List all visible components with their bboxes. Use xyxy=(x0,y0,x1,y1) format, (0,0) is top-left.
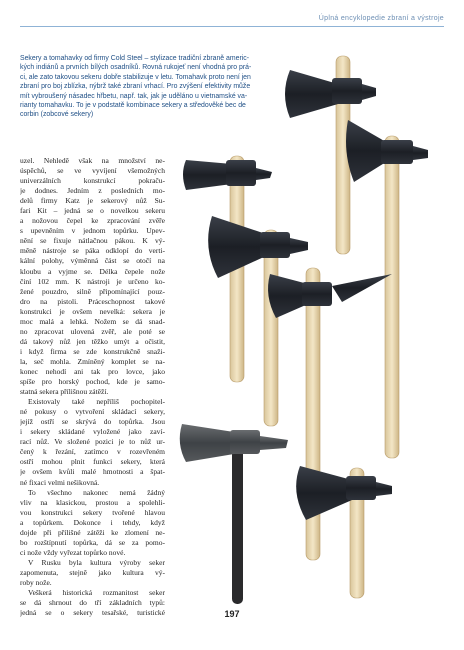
body-line: V Rusku byla kultura výroby seker xyxy=(28,557,165,567)
body-line: statná sekera přílišnou zátěží. xyxy=(20,387,109,397)
body-line: fari Kit – jedná se o novelkou sekeru xyxy=(20,206,165,216)
body-line: To všechno nakonec nemá žádný xyxy=(28,487,165,497)
caption-line: mít vybroušený násadec hřbetu, např. tak, jak je uděláno u vietnamské va- xyxy=(20,92,248,100)
body-line: nění se fixuje nátlačnou pákou. K vý- xyxy=(20,236,165,246)
body-line: Existovaly také nepříliš pochopitel- xyxy=(28,397,165,407)
body-line: je dodnes. Jedním z posledních mo- xyxy=(20,186,165,196)
axe-5 xyxy=(268,268,392,560)
body-line: né pokusy o vytvoření skládací sekery, xyxy=(20,407,165,417)
axe-4 xyxy=(208,216,308,426)
body-line: je ovšem kvůli malé hmotnosti a špat- xyxy=(20,467,165,477)
body-line: univerzálních konstrukcí pokraču- xyxy=(20,176,165,186)
body-line: úspěchů, se ve vyvíjení všemožných xyxy=(20,166,165,176)
caption-line: zbraní pro boj zblízka, nýbrž také zbraní vrhací. Pro zvýšení efektivity může xyxy=(20,83,251,91)
body-line: bo rozštípnutí topůrka, dá se za pomo- xyxy=(20,537,165,547)
caption-line: corbin (zobcové sekery) xyxy=(20,111,94,119)
caption-line: ci, ale zato takovou sekeru dobře stabilizuje v letu. Tomahavk proto není jen xyxy=(20,73,251,81)
running-header: Úplná encyklopedie zbraní a výstroje xyxy=(318,15,444,22)
caption-line: rianty tomahavku. To je v podstatě kombinace sekery a středověké bec de xyxy=(20,102,246,110)
body-line: jedná se o sekery tesařské, turistické xyxy=(20,608,165,618)
body-line: kloubu a vyjme se. Délka čepele nože xyxy=(20,266,165,276)
body-line: roby nože. xyxy=(20,577,52,587)
body-line: la, seč mohla. Zmíněný komplet se na- xyxy=(20,356,165,366)
body-line: i sekery skládané vyložené jako zaví- xyxy=(20,427,165,437)
body-line: konstrukci je ovšem nevelká: sekera je xyxy=(20,306,165,316)
body-line: ostří mohou plnit funkci sekery, která xyxy=(20,457,165,467)
body-line: jejíž ostří se skrývá do topůrka. Jsou xyxy=(20,417,165,427)
body-line: moc malá a lehká. Nožem se dá snad- xyxy=(20,316,165,326)
body-line: dro na pistoli. Práceschopnost takové xyxy=(20,296,165,306)
body-line: no zpracovat ulovená zvěř, ale poté se xyxy=(20,326,165,336)
body-line: ci nože vždy vyřezat topůrko nové. xyxy=(20,547,126,557)
body-line: dá takový nůž jen těžko umýt a očistit, xyxy=(20,336,165,346)
caption-line: kých indiánů a prvních bílých osadníků. Rovná rukojeť není vhodná pro prá- xyxy=(20,64,252,72)
body-line: čený k řezání, zatímco v rozevřeném xyxy=(20,447,165,457)
body-line: né fixaci velmi nešikovná. xyxy=(20,477,100,487)
body-line: vou konstrukci sekery tvořené hlavou xyxy=(20,507,165,517)
body-line: i když firma se zde konstrukčně snaži- xyxy=(20,346,165,356)
body-line: s upevněním v jednom topůrku. Upev- xyxy=(20,226,165,236)
page-number: 197 xyxy=(224,609,240,619)
body-text-column xyxy=(20,156,165,618)
tomahawk-photo xyxy=(172,48,450,608)
body-line: činí 102 mm. K nástroji je určeno ko- xyxy=(20,276,165,286)
body-line: zapomenuta, stejně jako kultura vý- xyxy=(20,567,165,577)
body-line: Veškerá historická rozmanitost seker xyxy=(28,588,165,598)
body-line: vliv na klasickou, prostou a spolehli- xyxy=(20,497,165,507)
body-line: dojde při přílišné zátěži ke zlomení ne- xyxy=(20,527,165,537)
body-line: konec nehodí ani tak pro lovce, jako xyxy=(20,366,165,376)
body-line: a nožovou čepel ke zpracování zvěře xyxy=(20,216,165,226)
body-line: a topůrkem. Dokonce i tehdy, když xyxy=(20,517,165,527)
body-line: spíše pro horský pochod, kde je samo- xyxy=(20,377,165,387)
body-line: žené pouzdro, silně připomínající pouz- xyxy=(20,286,165,296)
body-line: uzel. Nehledě však na množství ne- xyxy=(20,156,165,165)
header-rule xyxy=(20,26,444,27)
body-line: rací nůž. Ve složené pozici je to nůž ur- xyxy=(20,437,165,447)
axe-6 xyxy=(180,424,288,604)
body-line: měně nástroje se páka odklopí do verti- xyxy=(20,246,165,256)
body-line: se dá shrnout do tří základních typů: xyxy=(20,598,165,608)
body-line: kální polohy, výměnná část se otočí na xyxy=(20,256,165,266)
caption-line: Sekery a tomahavky od firmy Cold Steel – stylizace tradiční zbraně americ- xyxy=(20,55,250,62)
body-line: delů firmy Katz je sekerový nůž Su- xyxy=(20,196,165,206)
